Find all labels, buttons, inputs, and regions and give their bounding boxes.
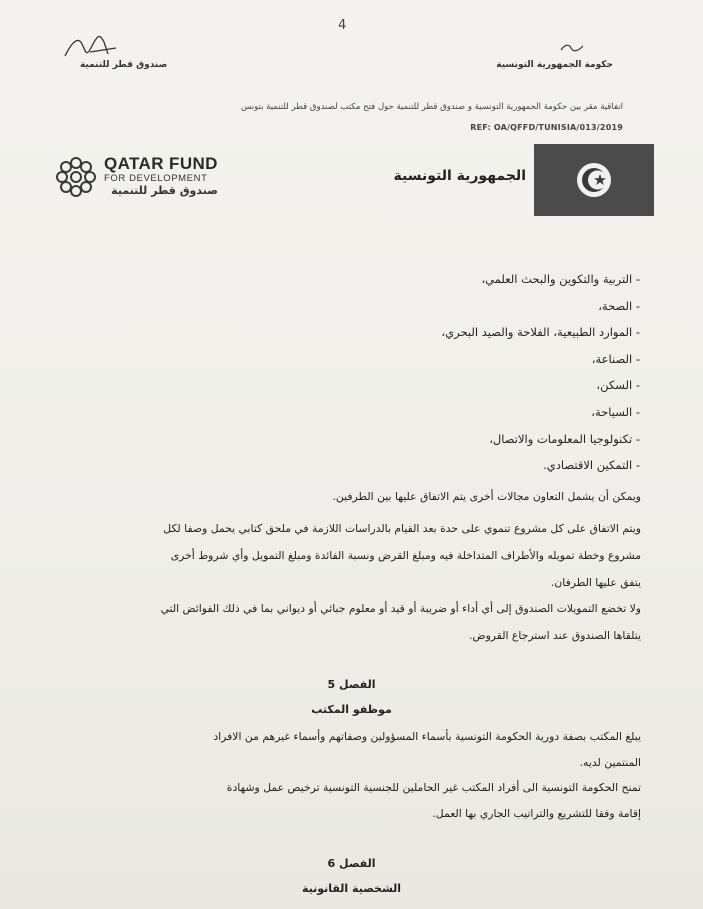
paragraph-projects-line-3: يتفق عليها الطرفان. <box>550 576 641 589</box>
list-item: - التمكين الاقتصادي. <box>543 458 640 473</box>
header-left-org: صندوق قطر للتنمية <box>80 60 168 70</box>
list-item: - الصناعة، <box>591 351 640 366</box>
page-number: 4 <box>338 18 347 33</box>
chapter-6-title: الشخصية القانونية <box>301 882 402 895</box>
list-item: - الصحة، <box>598 298 640 313</box>
paragraph-tax-line-2: يتلقاها الصندوق عند استرجاع القروض. <box>469 629 641 642</box>
tunisia-flag-icon <box>534 144 654 216</box>
list-item: - السكن، <box>596 378 640 393</box>
paragraph-projects-line-2: مشروع وخطة تمويله والأطراف المتداخلة فيه ومبلغ القرض ونسبة الفائدة ومبلغ التمويل وأي شروط أخرى <box>170 549 641 562</box>
paragraph-projects-line-1: ويتم الاتفاق على كل مشروع تنموي على حدة بعد القيام بالدراسات اللازمة في ملحق كتابي يحمل وصفا لكل <box>163 522 641 535</box>
initial-right-icon <box>559 40 585 54</box>
agreement-title: اتفاقية مقر بين حكومة الجمهورية التونسية و صندوق قطر للتنمية حول فتح مكتب لصندوق قطر للتنمية بتونس <box>240 102 623 112</box>
paragraph-tax-line-1: ولا تخضع التمويلات الصندوق إلى أي أداء أو ضريبة أو قيد أو معلوم جبائي أو ديواني بما في ذلك الفوائض التي <box>160 602 641 615</box>
logo-line-2: FOR DEVELOPMENT <box>104 173 208 184</box>
chapter-5-p2-line-1: تمنح الحكومة التونسية الى أفراد المكتب غير الحاملين للجنسية التونسية ترخيص عمل وشهادة <box>226 781 641 794</box>
list-item: - تكنولوجيا المعلومات والاتصال، <box>489 431 640 446</box>
paragraph-other-areas: ويمكن أن يشمل التعاون مجالات أخرى يتم الاتفاق عليها بين الطرفين. <box>332 490 641 503</box>
logo-line-3: صندوق قطر للتنمية <box>111 184 218 197</box>
signature-left-icon <box>60 32 120 62</box>
chapter-6-number: الفصل 6 <box>327 857 376 870</box>
qatar-fund-logo-icon <box>52 153 100 201</box>
chapter-5-p2-line-2: إقامة وفقا للتشريع والتراتيب الجاري بها العمل. <box>432 807 641 820</box>
reference-number: REF: OA/QFFD/TUNISIA/013/2019 <box>470 123 623 132</box>
republic-title: الجمهورية التونسية <box>393 168 526 184</box>
chapter-5-title: موظفو المكتب <box>311 703 392 716</box>
logo-line-1: QATAR FUND <box>104 154 218 173</box>
list-item: - السياحة، <box>591 404 640 419</box>
sectors-list <box>240 266 640 479</box>
chapter-5-number: الفصل 5 <box>327 678 376 691</box>
logo-text <box>104 155 218 198</box>
header-right-org: حكومة الجمهورية التونسية <box>496 60 613 70</box>
list-item: - الموارد الطبيعية، الفلاحة والصيد البحري، <box>441 325 640 340</box>
chapter-5-p1-line-2: المنتمين لديه. <box>579 756 641 769</box>
list-item: - التربية والتكوين والبحث العلمي، <box>481 272 640 286</box>
chapter-5-p1-line-1: يبلغ المكتب بصفة دورية الحكومة التونسية بأسماء المسؤولين وصفاتهم وأسماء غيرهم من الافراد <box>213 730 641 743</box>
